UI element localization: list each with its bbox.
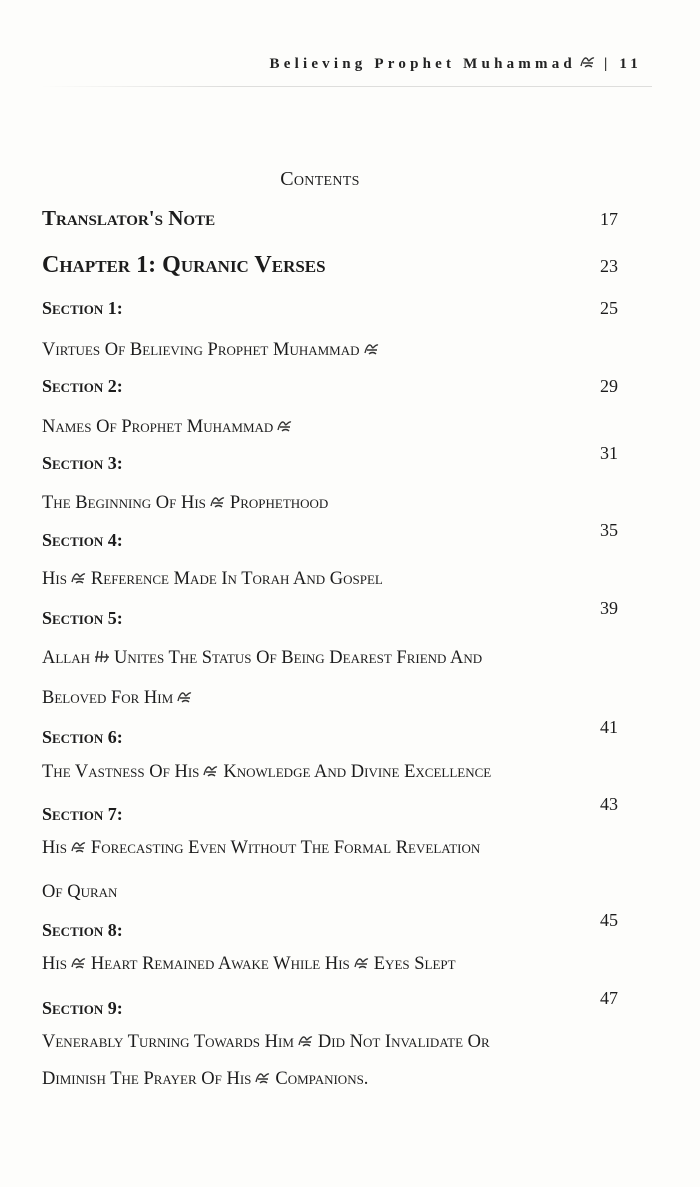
salutation-glyph-icon (297, 1033, 315, 1048)
salutation-glyph-icon (70, 839, 88, 854)
section-label: Section 1: (42, 298, 123, 318)
toc-page-number: 39 (600, 598, 618, 618)
section-label: Section 8: (42, 920, 123, 940)
toc-page-number: 23 (600, 256, 618, 276)
salutation-glyph-icon (202, 763, 220, 778)
running-title: Believing Prophet Muhammad (269, 56, 576, 72)
section-label: Section 2: (42, 376, 123, 396)
salutation-glyph-icon (353, 955, 371, 970)
section-label: Section 9: (42, 998, 123, 1018)
salutation-glyph-icon (579, 54, 597, 69)
toc-page-number: 45 (600, 910, 618, 930)
section-label: Section 3: (42, 453, 123, 473)
toc-entry-section-7[interactable] (42, 794, 618, 825)
allah-glyph-icon (93, 649, 111, 664)
page-number: 11 (619, 56, 642, 72)
toc-label: Translator's Note (42, 206, 216, 230)
salutation-glyph-icon (254, 1070, 272, 1085)
toc-page-number: 43 (600, 794, 618, 814)
toc-page-number: 29 (600, 376, 618, 396)
toc-page-number: 31 (600, 443, 618, 463)
section-title: Names Of Prophet Muhammad (42, 417, 297, 438)
running-header (270, 54, 642, 73)
salutation-glyph-icon (209, 494, 227, 509)
toc-entry-section-3[interactable] (42, 443, 618, 474)
section-title: His Heart Remained Awake While His Eyes Slept (42, 954, 456, 974)
toc-entry-section-6[interactable] (42, 717, 618, 748)
header-divider: | (603, 56, 612, 72)
toc-page-number: 17 (600, 209, 618, 229)
section-title: The Vastness Of His Knowledge And Divine Excellence (42, 762, 492, 782)
toc-entry-section-2[interactable] (42, 376, 618, 397)
header-rule (40, 86, 652, 87)
toc-page-number: 25 (600, 298, 618, 318)
section-title: Allah Unites The Status Of Being Dearest Friend And (42, 648, 483, 668)
toc-entry-chapter-1[interactable] (42, 252, 618, 279)
salutation-glyph-icon (70, 570, 88, 585)
section-title-continued: Diminish The Prayer Of His Companions. (42, 1069, 369, 1089)
toc-entry-translators-note[interactable] (42, 206, 618, 231)
toc-page-number: 47 (600, 988, 618, 1008)
section-label: Section 5: (42, 608, 123, 628)
section-title-continued: Of Quran (42, 882, 118, 902)
section-title: The Beginning Of His Prophethood (42, 493, 329, 513)
section-label: Section 6: (42, 727, 123, 747)
toc-page-number: 35 (600, 520, 618, 540)
toc-entry-section-5[interactable] (42, 598, 618, 629)
section-title: His Forecasting Even Without The Formal Revelation (42, 838, 481, 858)
section-title: Venerably Turning Towards Him Did Not Invalidate Or (42, 1032, 490, 1052)
salutation-glyph-icon (70, 955, 88, 970)
toc-label: Chapter 1: Quranic Verses (42, 252, 326, 278)
toc-entry-section-1[interactable] (42, 298, 618, 319)
section-title: Virtues Of Believing Prophet Muhammad (42, 340, 384, 361)
toc-entry-section-9[interactable] (42, 988, 618, 1019)
section-label: Section 7: (42, 804, 123, 824)
salutation-glyph-icon (276, 418, 294, 433)
toc-page-number: 41 (600, 717, 618, 737)
salutation-glyph-icon (176, 689, 194, 704)
section-label: Section 4: (42, 530, 123, 550)
toc-entry-section-8[interactable] (42, 910, 618, 941)
section-title: His Reference Made In Torah And Gospel (42, 569, 383, 589)
section-title-continued: Beloved For Him (42, 688, 197, 709)
salutation-glyph-icon (363, 341, 381, 356)
toc-entry-section-4[interactable] (42, 520, 618, 551)
contents-heading: Contents (280, 168, 360, 190)
